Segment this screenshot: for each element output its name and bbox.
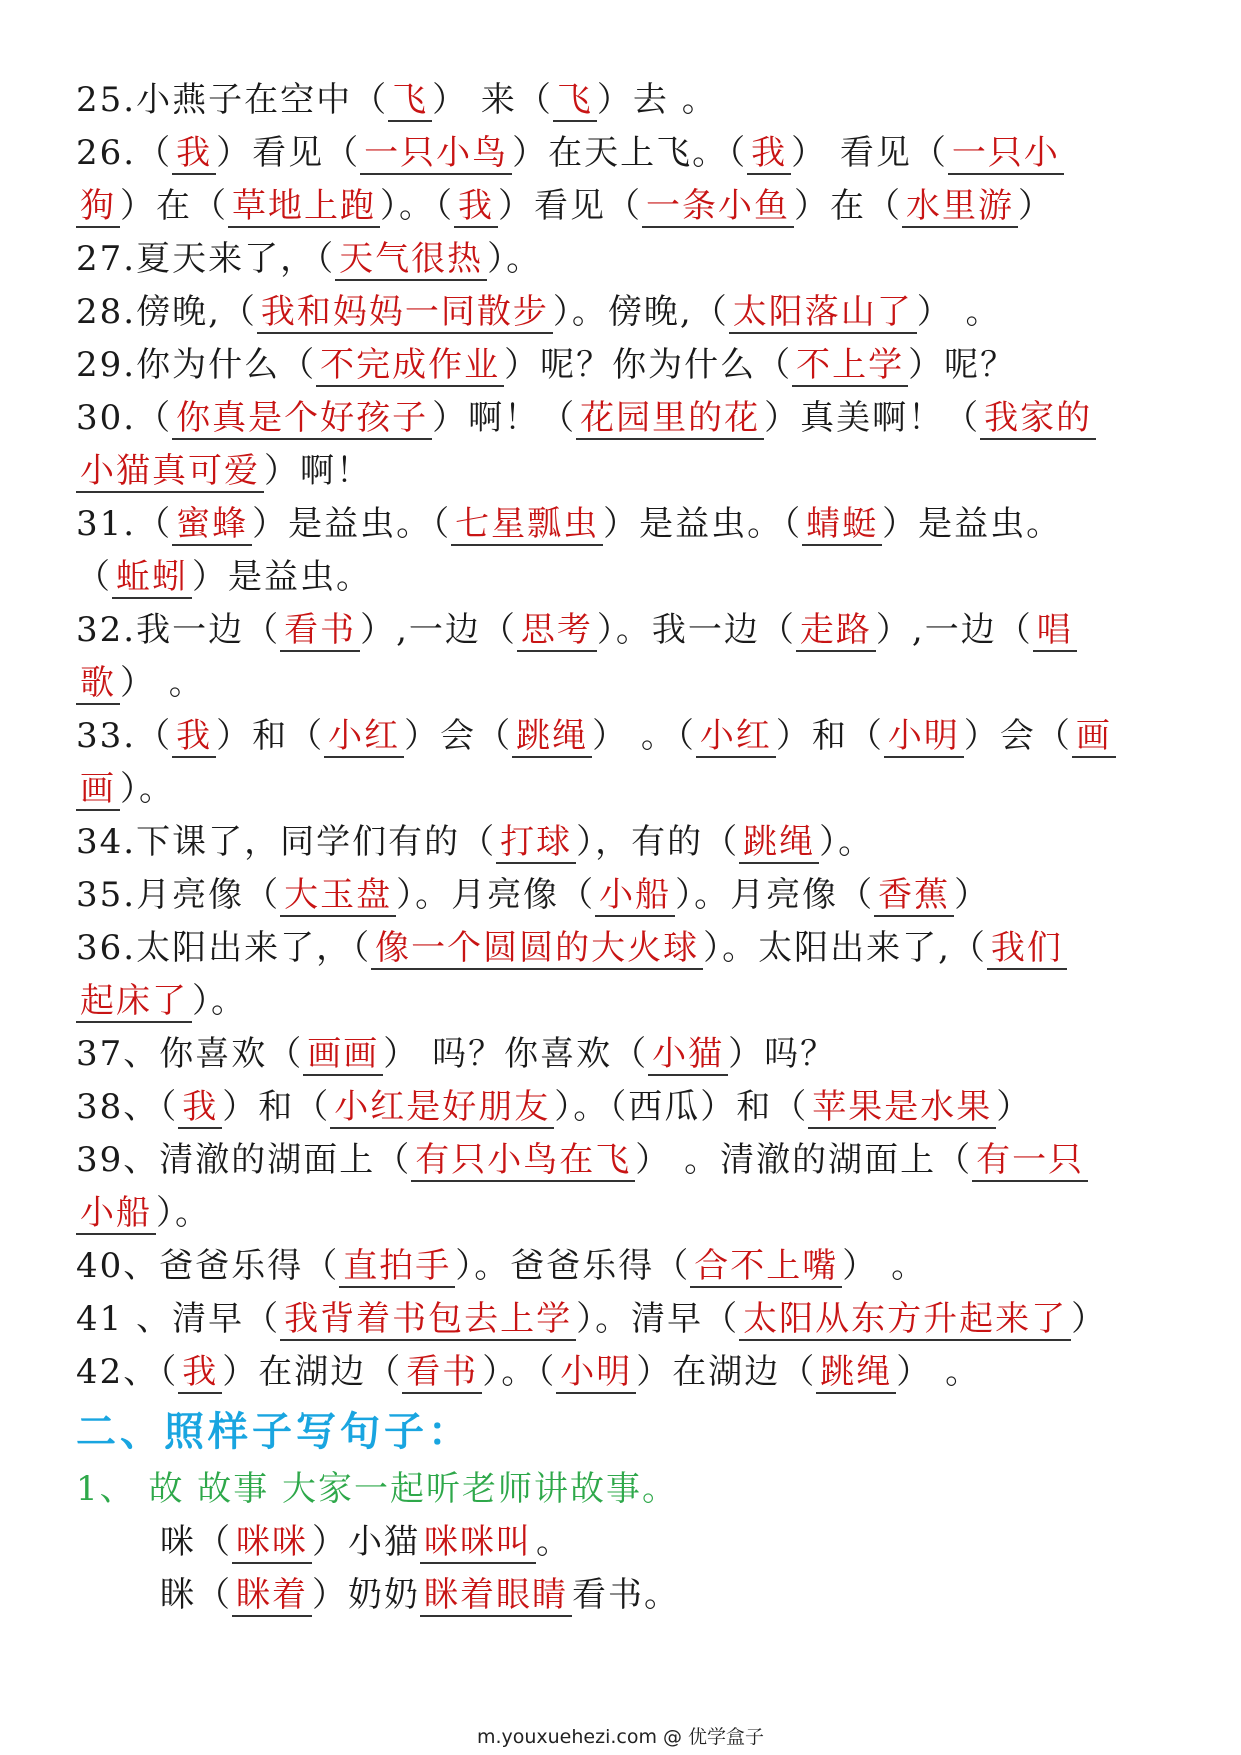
question-text: ）和（ [216, 716, 325, 756]
answer-text: 飞 [553, 80, 597, 122]
answer-text: 飞 [388, 80, 432, 122]
answer-text: 狗 [76, 186, 120, 228]
answer-text: 画 [76, 769, 120, 811]
worksheet-line [76, 180, 1161, 233]
question-text: 32.我一边（ [76, 610, 281, 650]
answer-text: 小船 [595, 875, 675, 917]
question-text: ）在天上飞。（ [512, 133, 748, 173]
worksheet-line [76, 498, 1161, 551]
question-text: ） 。 [916, 292, 1002, 332]
question-text: ）。 [192, 981, 247, 1021]
question-text: ）奶奶 [312, 1575, 420, 1615]
answer-text: 苹果是水果 [808, 1087, 996, 1129]
worksheet-line [76, 233, 1161, 286]
question-text: 31.（ [76, 504, 173, 544]
worksheet-line [76, 1081, 1161, 1134]
answer-text: 小船 [76, 1193, 156, 1235]
worksheet-line [76, 869, 1161, 922]
answer-text: 草地上跑 [228, 186, 380, 228]
question-text: 37、你喜欢（ [76, 1034, 304, 1074]
answer-text: 走路 [796, 610, 876, 652]
question-text: ） [1018, 186, 1054, 226]
example-rows [76, 1516, 1161, 1622]
answer-text: 蜜蜂 [172, 504, 252, 546]
answer-text: 唱 [1033, 610, 1077, 652]
question-text: ）和（ [775, 716, 884, 756]
answer-text: 直拍手 [339, 1246, 455, 1288]
question-text: ）。爸爸乐得（ [455, 1246, 691, 1286]
question-text: ） 。清澈的湖面上（ [635, 1140, 973, 1180]
answer-text: 我 [172, 133, 216, 175]
answer-lines [76, 74, 1161, 1399]
answer-text: 我 [454, 186, 498, 228]
answer-text: 思考 [517, 610, 597, 652]
answer-text: 一条小鱼 [642, 186, 794, 228]
question-text: ） [1071, 1299, 1108, 1339]
answer-text: 有一只 [972, 1140, 1088, 1182]
worksheet-line [76, 74, 1161, 127]
question-text: 眯（ [160, 1575, 232, 1615]
answer-text: 眯着眼睛 [420, 1575, 572, 1617]
example-sentence: 1、 故 故事 大家一起听老师讲故事。 [76, 1469, 679, 1509]
answer-text: 看书 [280, 610, 360, 652]
question-text: ）在（ [120, 186, 228, 226]
answer-text: 看书 [402, 1352, 482, 1394]
worksheet-line [76, 1187, 1161, 1240]
question-text: （ [76, 557, 112, 597]
question-text: ）呢？你为什么（ [504, 345, 793, 385]
question-text: 33.（ [76, 716, 173, 756]
question-text: ）啊！（ [432, 398, 577, 438]
question-text: 25.小燕子在空中（ [76, 80, 389, 120]
answer-text: 画 [1072, 716, 1116, 758]
worksheet-line [76, 445, 1161, 498]
example-line [76, 1516, 1161, 1569]
answer-text: 歌 [76, 663, 120, 705]
question-text: ） 来（ [432, 80, 553, 120]
question-text: ）。 [819, 822, 875, 862]
question-text: ）。我一边（ [596, 610, 796, 650]
answer-text: 一只小鸟 [360, 133, 512, 175]
answer-text: 一只小 [948, 133, 1064, 175]
question-text: ） 。 [896, 1352, 982, 1392]
question-text: ）。（西瓜）和（ [554, 1087, 809, 1127]
question-text: ）看见（ [216, 133, 361, 173]
question-text: ）看见（ [498, 186, 642, 226]
example-line [76, 1569, 1161, 1622]
question-text: 28.傍晚,（ [76, 292, 257, 332]
question-text: 36.太阳出来了，（ [76, 928, 372, 968]
question-text: ）。 [156, 1193, 211, 1233]
answer-text: 我 [178, 1087, 222, 1129]
worksheet-line [76, 763, 1161, 816]
answer-text: 咪咪 [232, 1522, 312, 1564]
answer-text: 跳绳 [816, 1352, 896, 1394]
question-text: ）是益虫。 [192, 557, 372, 597]
question-text: ） [954, 875, 991, 915]
question-text: 29.你为什么（ [76, 345, 317, 385]
answer-text: 小红 [696, 716, 776, 758]
answer-text: 跳绳 [739, 822, 819, 864]
question-text: ） 吗？你喜欢（ [383, 1034, 649, 1074]
question-text: 39、清澈的湖面上（ [76, 1140, 412, 1180]
question-text: ）,一边（ [360, 610, 517, 650]
question-text: 27.夏天来了，（ [76, 239, 336, 279]
answer-text: 蜻蜓 [802, 504, 882, 546]
question-text: ）。（ [482, 1352, 557, 1392]
question-text: ），有的（ [576, 822, 740, 862]
answer-text: 你真是个好孩子 [172, 398, 432, 440]
answer-text: 小明 [556, 1352, 636, 1394]
question-text: ）。傍晚,（ [552, 292, 729, 332]
question-text: ）是益虫。 [882, 504, 1063, 544]
question-text: ）会（ [404, 716, 513, 756]
answer-text: 像一个圆圆的大火球 [371, 928, 703, 970]
question-text: ）是益虫。（ [603, 504, 803, 544]
question-text: ）。 [120, 769, 175, 809]
answer-text: 打球 [496, 822, 576, 864]
question-text: ）去 。 [596, 80, 718, 120]
answer-text: 我 [747, 133, 791, 175]
answer-text: 不上学 [792, 345, 908, 387]
answer-text: 不完成作业 [316, 345, 504, 387]
answer-text: 我们 [987, 928, 1067, 970]
question-text: 26.（ [76, 133, 173, 173]
question-text: ）啊！ [264, 451, 372, 491]
answer-text: 跳绳 [512, 716, 592, 758]
question-text: ）。太阳出来了,（ [703, 928, 987, 968]
question-text: ）是益虫。（ [252, 504, 452, 544]
worksheet-line [76, 551, 1161, 604]
answer-text: 我 [178, 1352, 222, 1394]
worksheet-line [76, 816, 1161, 869]
worksheet-line [76, 922, 1161, 975]
answer-text: 大玉盘 [280, 875, 396, 917]
question-text: ）在湖边（ [222, 1352, 403, 1392]
worksheet-line [76, 1346, 1161, 1399]
worksheet-line [76, 1028, 1161, 1081]
answer-text: 蚯蚓 [112, 557, 192, 599]
question-text: 35.月亮像（ [76, 875, 281, 915]
answer-text: 我 [172, 716, 216, 758]
answer-text: 画画 [303, 1034, 383, 1076]
answer-text: 太阳落山了 [729, 292, 917, 334]
answer-text: 小猫 [648, 1034, 728, 1076]
answer-text: 起床了 [76, 981, 192, 1023]
question-text: ） 。 [842, 1246, 928, 1286]
answer-text: 天气很热 [335, 239, 487, 281]
answer-text: 七星瓢虫 [451, 504, 603, 546]
question-text: ）和（ [222, 1087, 331, 1127]
answer-text: 花园里的花 [576, 398, 764, 440]
question-text: ）会（ [963, 716, 1072, 756]
answer-text: 合不上嘴 [690, 1246, 842, 1288]
section-title: 二、照样子写句子： [76, 1408, 472, 1455]
question-text: ） 看见（ [791, 133, 948, 173]
answer-text: 水里游 [902, 186, 1018, 228]
question-text: ） 。（ [592, 716, 696, 756]
question-text: 40、爸爸乐得（ [76, 1246, 340, 1286]
question-text: ）在湖边（ [636, 1352, 817, 1392]
worksheet-line [76, 604, 1161, 657]
question-text: 30.（ [76, 398, 173, 438]
question-text: ）。月亮像（ [396, 875, 596, 915]
question-text: 看书。 [572, 1575, 680, 1615]
worksheet-line [76, 710, 1161, 763]
question-text: 42、（ [76, 1352, 179, 1392]
question-text: ）小猫 [312, 1522, 420, 1562]
footer-watermark: m.youxuehezi.com @ 优学盒子 [476, 1726, 765, 1748]
question-text: ） [996, 1087, 1033, 1127]
worksheet-line [76, 127, 1161, 180]
question-text: 。 [536, 1522, 572, 1562]
answer-text: 小红 [324, 716, 404, 758]
worksheet-line [76, 392, 1161, 445]
question-text: 41 、清早（ [76, 1299, 281, 1339]
question-text: ）。（ [380, 186, 454, 226]
answer-text: 小明 [884, 716, 964, 758]
question-text: ）在（ [794, 186, 902, 226]
answer-text: 小猫真可爱 [76, 451, 264, 493]
question-text: ）呢？ [908, 345, 1017, 385]
answer-text: 太阳从东方升起来了 [739, 1299, 1071, 1341]
question-text: ）真美啊！（ [764, 398, 981, 438]
worksheet-line [76, 1240, 1161, 1293]
question-text: 38、（ [76, 1087, 179, 1127]
answer-text: 小红是好朋友 [330, 1087, 554, 1129]
answer-text: 我背着书包去上学 [280, 1299, 576, 1341]
question-text: 咪（ [160, 1522, 232, 1562]
answer-text: 咪咪叫 [420, 1522, 536, 1564]
answer-text: 眯着 [232, 1575, 312, 1617]
worksheet-line [76, 1134, 1161, 1187]
answer-text: 有只小鸟在飞 [411, 1140, 635, 1182]
question-text: 34.下课了，同学们有的（ [76, 822, 497, 862]
question-text: ）。 [487, 239, 543, 279]
worksheet-line [76, 339, 1161, 392]
answer-text: 我和妈妈一同散步 [257, 292, 553, 334]
question-text: ） 。 [120, 663, 205, 703]
worksheet-line [76, 975, 1161, 1028]
question-text: ）。月亮像（ [675, 875, 875, 915]
worksheet-line [76, 1293, 1161, 1346]
question-text: ）。清早（ [576, 1299, 740, 1339]
worksheet-line [76, 657, 1161, 710]
question-text: ）,一边（ [875, 610, 1033, 650]
answer-text: 我家的 [980, 398, 1096, 440]
question-text: ）吗？ [728, 1034, 837, 1074]
worksheet-line [76, 286, 1161, 339]
answer-text: 香蕉 [874, 875, 954, 917]
